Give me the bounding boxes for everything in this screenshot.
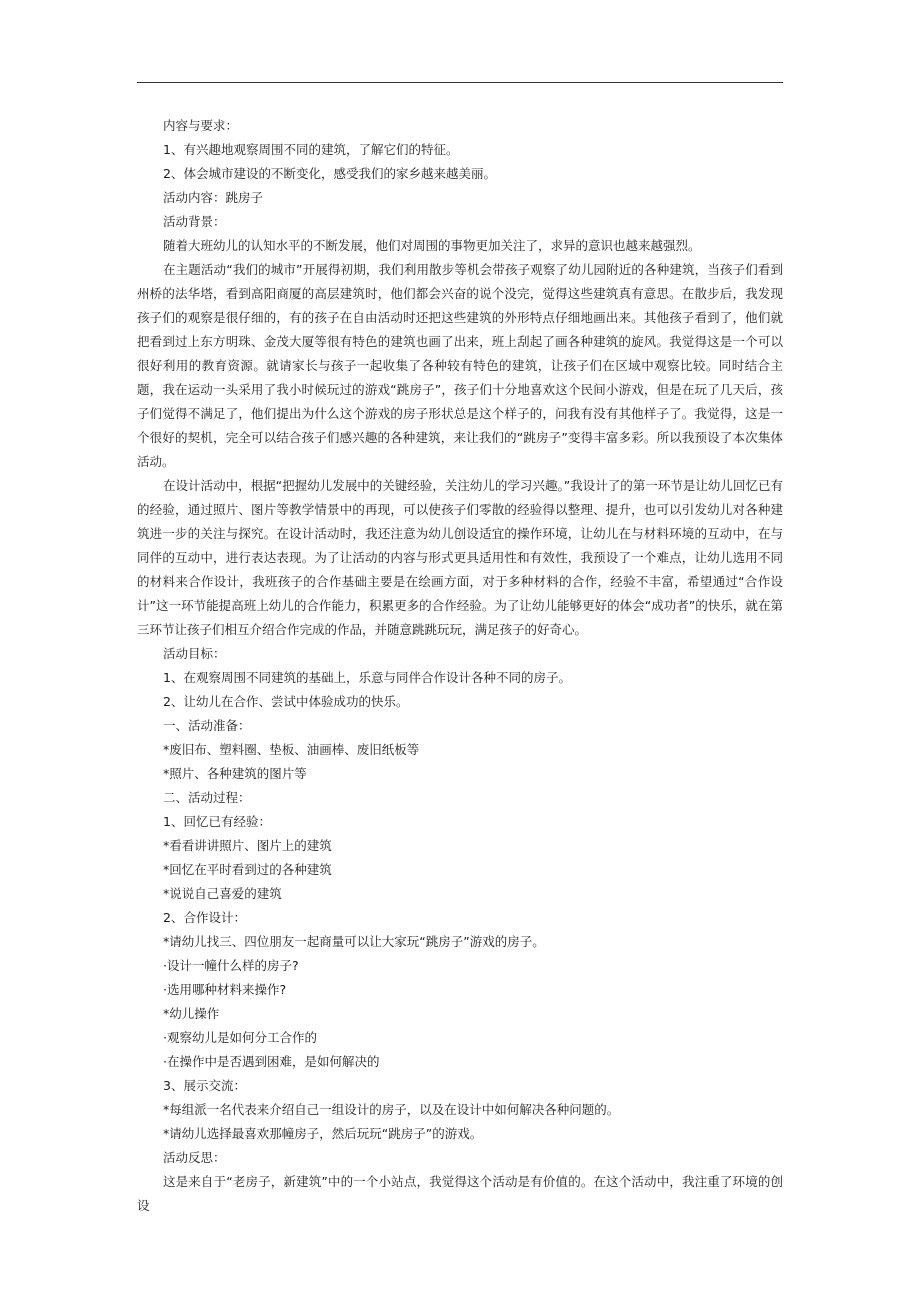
- text-line: 3、展示交流：: [163, 1078, 246, 1093]
- text-line: 活动背景：: [163, 214, 226, 229]
- text-line: ·在操作中是否遇到困难，是如何解决的: [163, 1054, 380, 1069]
- text-line: *每组派一名代表来介绍自己一组设计的房子，以及在设计中如何解决各种问题的。: [163, 1102, 620, 1117]
- text-line: 1、回忆已有经验：: [163, 814, 271, 829]
- text-line: *说说自己喜爱的建筑: [163, 886, 282, 901]
- text-line: 2、让幼儿在合作、尝试中体验成功的快乐。: [163, 694, 409, 709]
- text-line: *请幼儿选择最喜欢那幢房子，然后玩玩“跳房子”的游戏。: [163, 1126, 483, 1141]
- text-line: 二、活动过程：: [163, 790, 251, 805]
- paragraph: 在设计活动中，根据“把握幼儿发展中的关键经验，关注幼儿的学习兴趣。”我设计了的第一环节是让幼儿回忆已有的经验，通过照片、图片等教学情景中的再现，可以使孩子们零散的经验得以整理、提升，也可以引发幼儿对各种建筑进一步的关注与探究。在设计活动时，我还注意为幼儿创设适宜的操作环境，让幼儿在与材料环境的互动中，在与同伴的互动中，进行表达表现。为了让活动的内容与形式更具适用性和有效性，我预设了一个难点，让幼儿选用不同的材料来合作设计，我班孩子的合作基础主要是在绘画方面，对于多种材料的合作，经验不丰富，希望通过“合作设计”这一环节能提高班上幼儿的合作能力，积累更多的合作经验。为了让幼儿能够更好的体会“成功者”的快乐，就在第三环节让孩子们相互介绍合作完成的作品，并随意跳跳玩玩，满足孩子的好奇心。: [137, 478, 783, 637]
- paragraph: 这是来自于“老房子，新建筑”中的一个小站点，我觉得这个活动是有价值的。在这个活动中，我注重了环境的创设: [137, 1174, 783, 1213]
- text-line: ·观察幼儿是如何分工合作的: [163, 1030, 317, 1045]
- text-line: 随着大班幼儿的认知水平的不断发展，他们对周围的事物更加关注了，求异的意识也越来越强烈。: [163, 238, 701, 253]
- text-line: ·设计一幢什么样的房子?: [163, 958, 299, 973]
- text-line: 内容与要求：: [163, 118, 239, 133]
- text-line: 一、活动准备：: [163, 718, 251, 733]
- text-line: *照片、各种建筑的图片等: [163, 766, 307, 781]
- text-line: *回忆在平时看到过的各种建筑: [163, 862, 332, 877]
- paragraph: 在主题活动“我们的城市”开展得初期，我们利用散步等机会带孩子观察了幼儿园附近的各种建筑，当孩子们看到州桥的法华塔，看到高阳商厦的高层建筑时，他们都会兴奋的说个没完，觉得这些建筑真有意思。在散步后，我发现孩子们的观察是很仔细的，有的孩子在自由活动时还把这些建筑的外形特点仔细地画出来。其他孩子看到了，他们就把看到过上东方明珠、金茂大厦等很有特色的建筑也画了出来，班上刮起了画各种建筑的旋风。我觉得这是一个可以很好利用的教育资源。就请家长与孩子一起收集了各种较有特色的建筑，让孩子们在区域中观察比较。同时结合主题，我在运动一头采用了我小时候玩过的游戏“跳房子”，孩子们十分地喜欢这个民间小游戏，但是在玩了几天后，孩子们觉得不满足了，他们提出为什么这个游戏的房子形状总是这个样子的，问我有没有其他样子了。我觉得，这是一个很好的契机，完全可以结合孩子们感兴趣的各种建筑，来让我们的“跳房子”变得丰富多彩。所以我预设了本次集体活动。: [137, 262, 783, 469]
- text-line: *废旧布、塑料圈、垫板、油画棒、废旧纸板等: [163, 742, 420, 757]
- text-line: 活动反思：: [163, 1150, 226, 1165]
- text-line: 活动目标：: [163, 646, 226, 661]
- document-body: [137, 114, 783, 1218]
- text-line: 活动内容：跳房子: [163, 190, 264, 205]
- text-line: 1、在观察周围不同建筑的基础上，乐意与同伴合作设计各种不同的房子。: [163, 670, 571, 685]
- text-line: 1、有兴趣地观察周围不同的建筑，了解它们的特征。: [163, 142, 459, 157]
- text-line: ·选用哪种材料来操作?: [163, 982, 287, 997]
- text-line: *看看讲讲照片、图片上的建筑: [163, 838, 332, 853]
- text-line: 2、合作设计：: [163, 910, 246, 925]
- text-line: *请幼儿找三、四位朋友一起商量可以让大家玩“跳房子”游戏的房子。: [163, 934, 545, 949]
- text-line: 2、体会城市建设的不断变化，感受我们的家乡越来越美丽。: [163, 166, 496, 181]
- text-line: *幼儿操作: [163, 1006, 220, 1021]
- header-rule: [137, 82, 783, 83]
